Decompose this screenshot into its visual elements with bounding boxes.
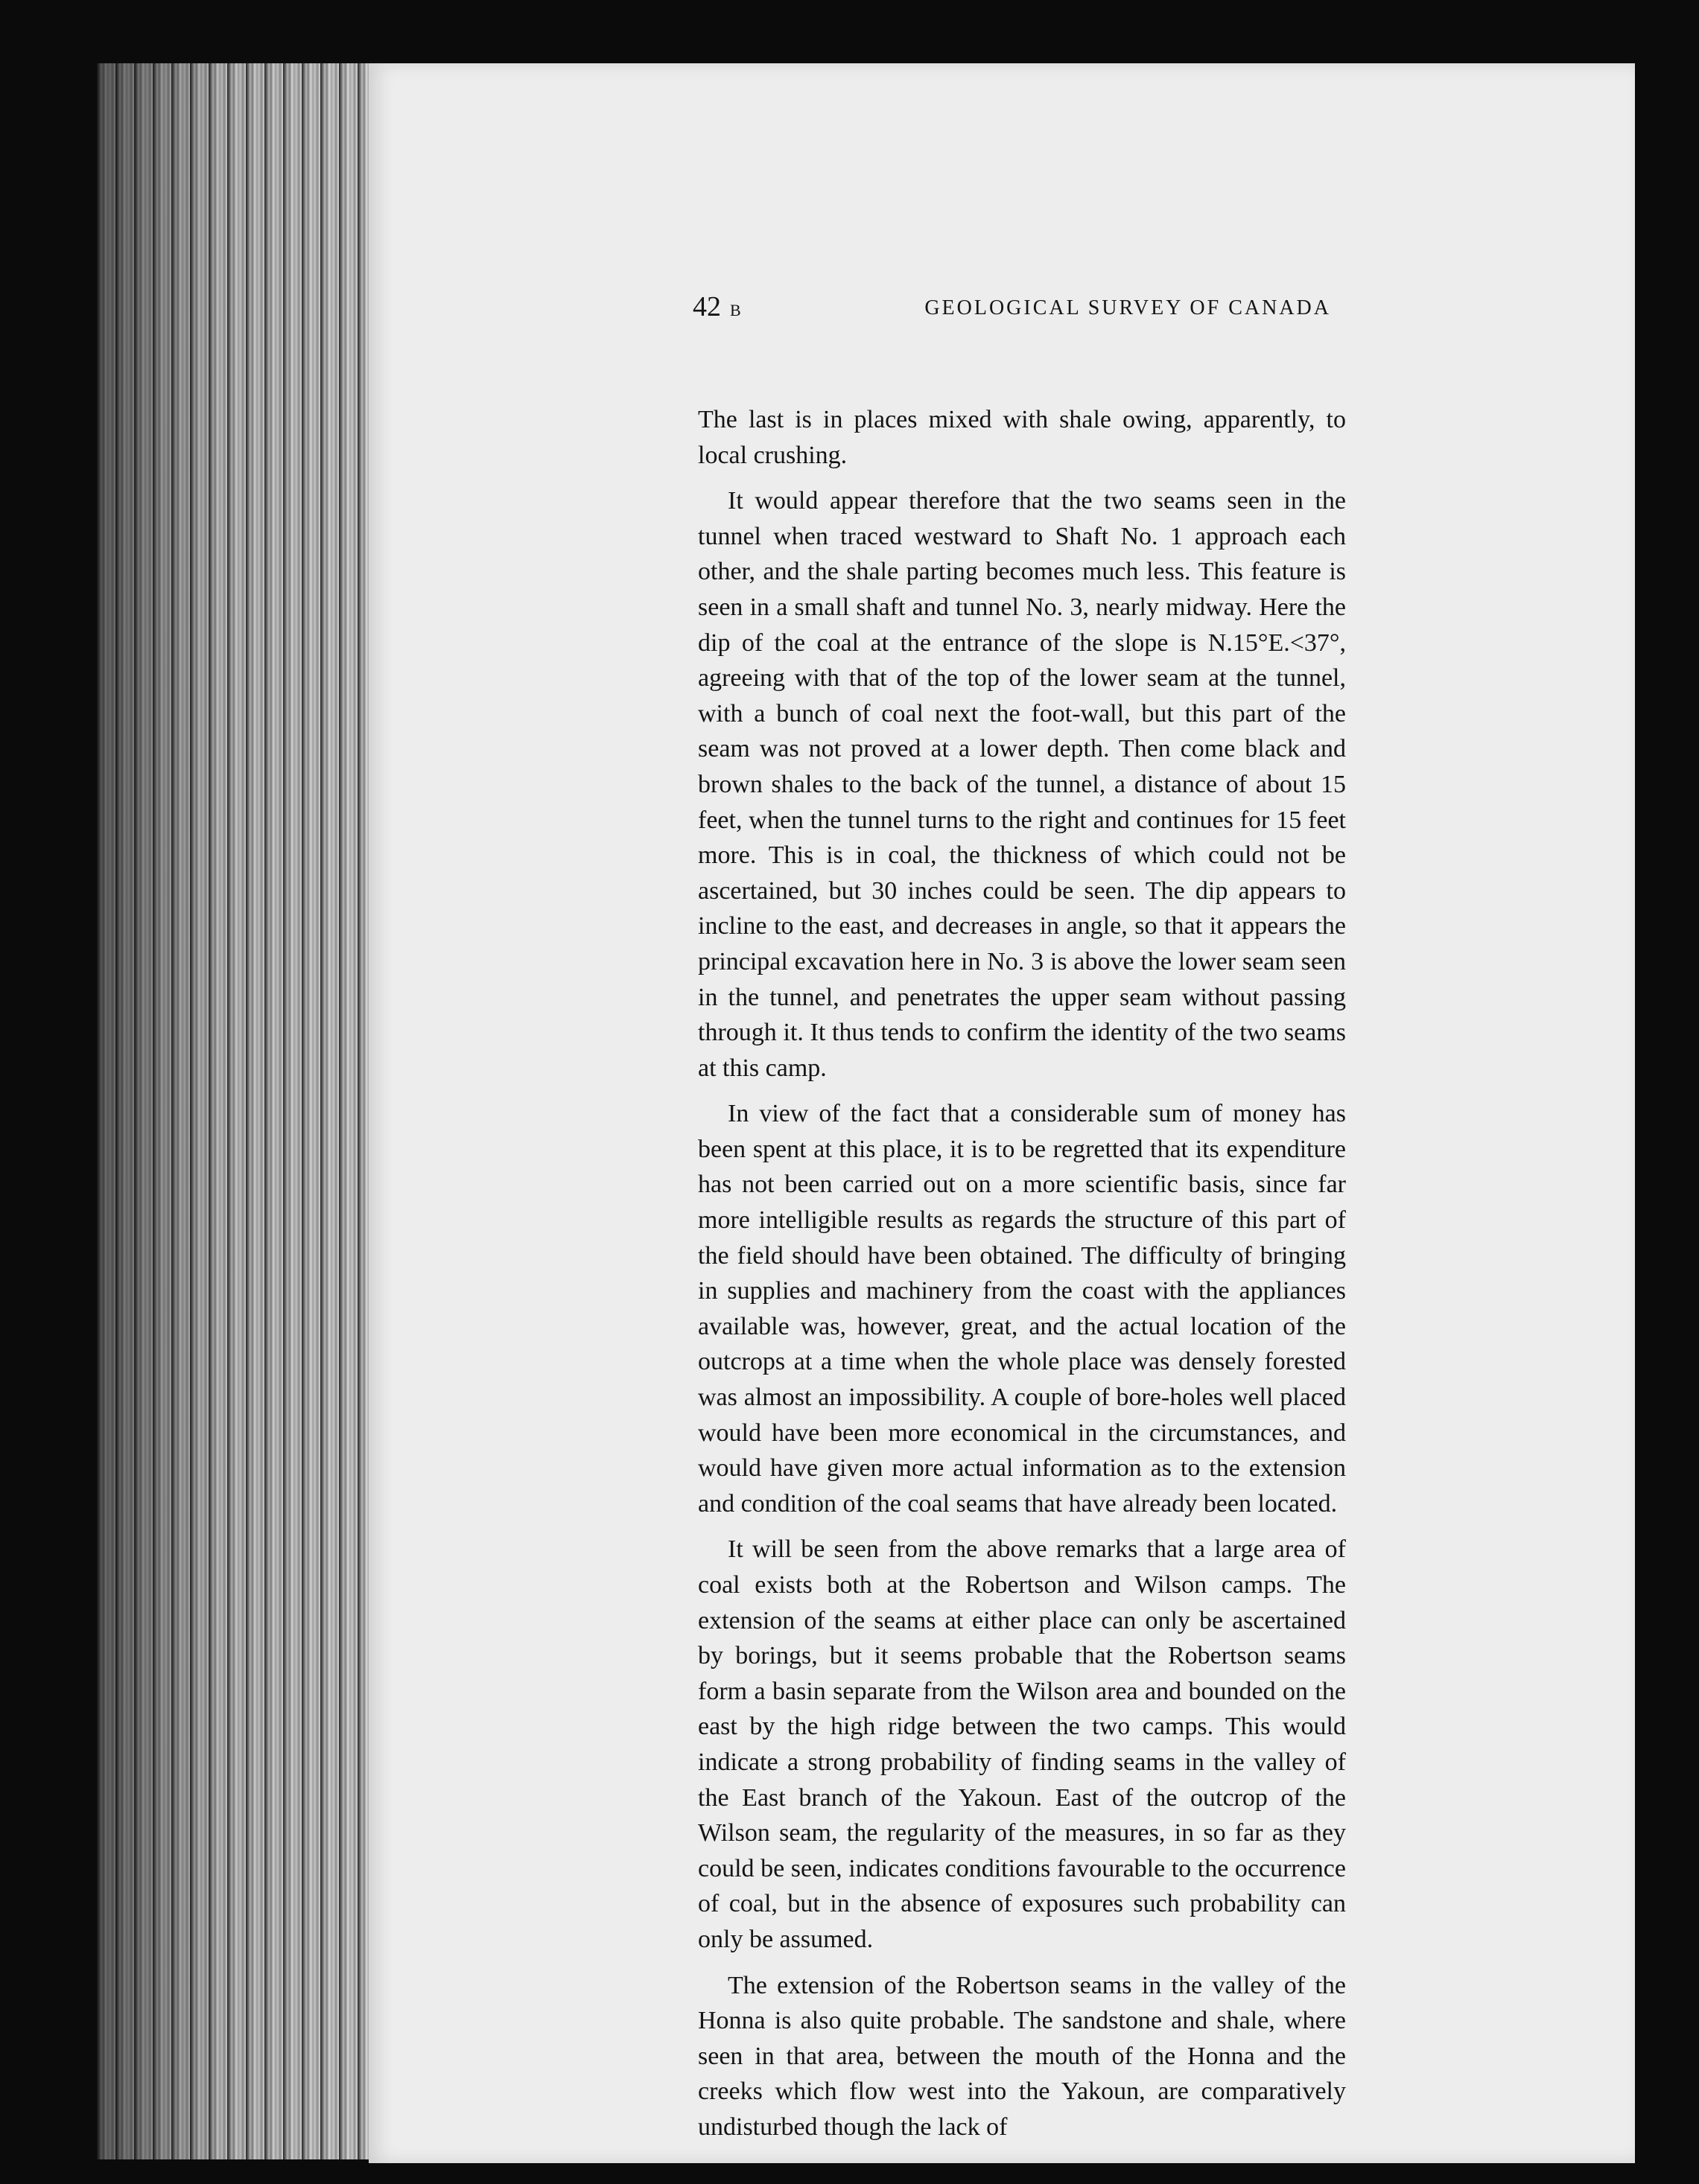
- paragraph-5: The extension of the Robertson seams in the valley of the Honna is also quite probable. The sandstone and shale, where seen in that area, between the mouth of the Honna and the creeks which flow west into the Yakoun, are comparatively undisturbed though the lack of: [698, 1971, 1346, 2141]
- book-page: [369, 63, 1635, 2163]
- paragraph-2: It would appear therefore that the two seams seen in the tunnel when traced westward to Shaft No. 1 approach each other, and the shale parting becomes much less. This feature is seen in a small shaft and tunnel No. 3, nearly midway. Here the dip of the coal at the entrance of the slope is N.15°E.<37°, agreeing with that of the top of the lower seam at the tunnel, with a bunch of coal next the foot-wall, but this part of the seam was not proved at a lower depth. Then come black and brown shales to the back of the tunnel, a distance of about 15 feet, when the tunnel turns to the right and continues for 15 feet more. This is in coal, the thickness of which could not be ascertained, but 30 inches could be seen. The dip appears to incline to the east, and decreases in angle, so that it appears the principal excavation here in No. 3 is above the lower seam seen in the tunnel, and penetrates the upper seam without passing through it. It thus tends to confirm the identity of the two seams at this camp.: [698, 487, 1346, 1082]
- running-head: GEOLOGICAL SURVEY OF CANADA: [924, 296, 1331, 319]
- paragraph-1: The last is in places mixed with shale owing, apparently, to local crushing.: [698, 406, 1346, 469]
- page-letter: B: [730, 301, 741, 319]
- paragraph-3: In view of the fact that a considerable sum of money has been spent at this place, it is to be regretted that its expenditure has not been carried out on a more scientific basis, since far more intelligible results as regards the structure of this part of the field should have been obtained. The difficulty of bringing in supplies and machinery from the coast with the appliances available was, however, great, and the actual location of the outcrops at a time when the whole place was densely forested was almost an impossibility. A couple of bore-holes well placed would have been more economical in the circumstances, and would have given more actual information as to the extension and condition of the coal seams that have already been located.: [698, 1100, 1346, 1518]
- paragraph-4: It will be seen from the above remarks that a large area of coal exists both at the Robertson and Wilson camps. The extension of the seams at either place can only be ascertained by borings, but it seems probable that the Robertson seams form a basin separate from the Wilson area and bounded on the east by the high ridge between the two camps. This would indicate a strong probability of finding seams in the valley of the East branch of the Yakoun. East of the outcrop of the Wilson seam, the regularity of the measures, in so far as they could be seen, indicates conditions favourable to the occurrence of coal, but in the absence of exposures such probability can only be assumed.: [698, 1535, 1346, 1953]
- page-number: 42 B: [693, 291, 741, 322]
- body-text: [698, 402, 1346, 2156]
